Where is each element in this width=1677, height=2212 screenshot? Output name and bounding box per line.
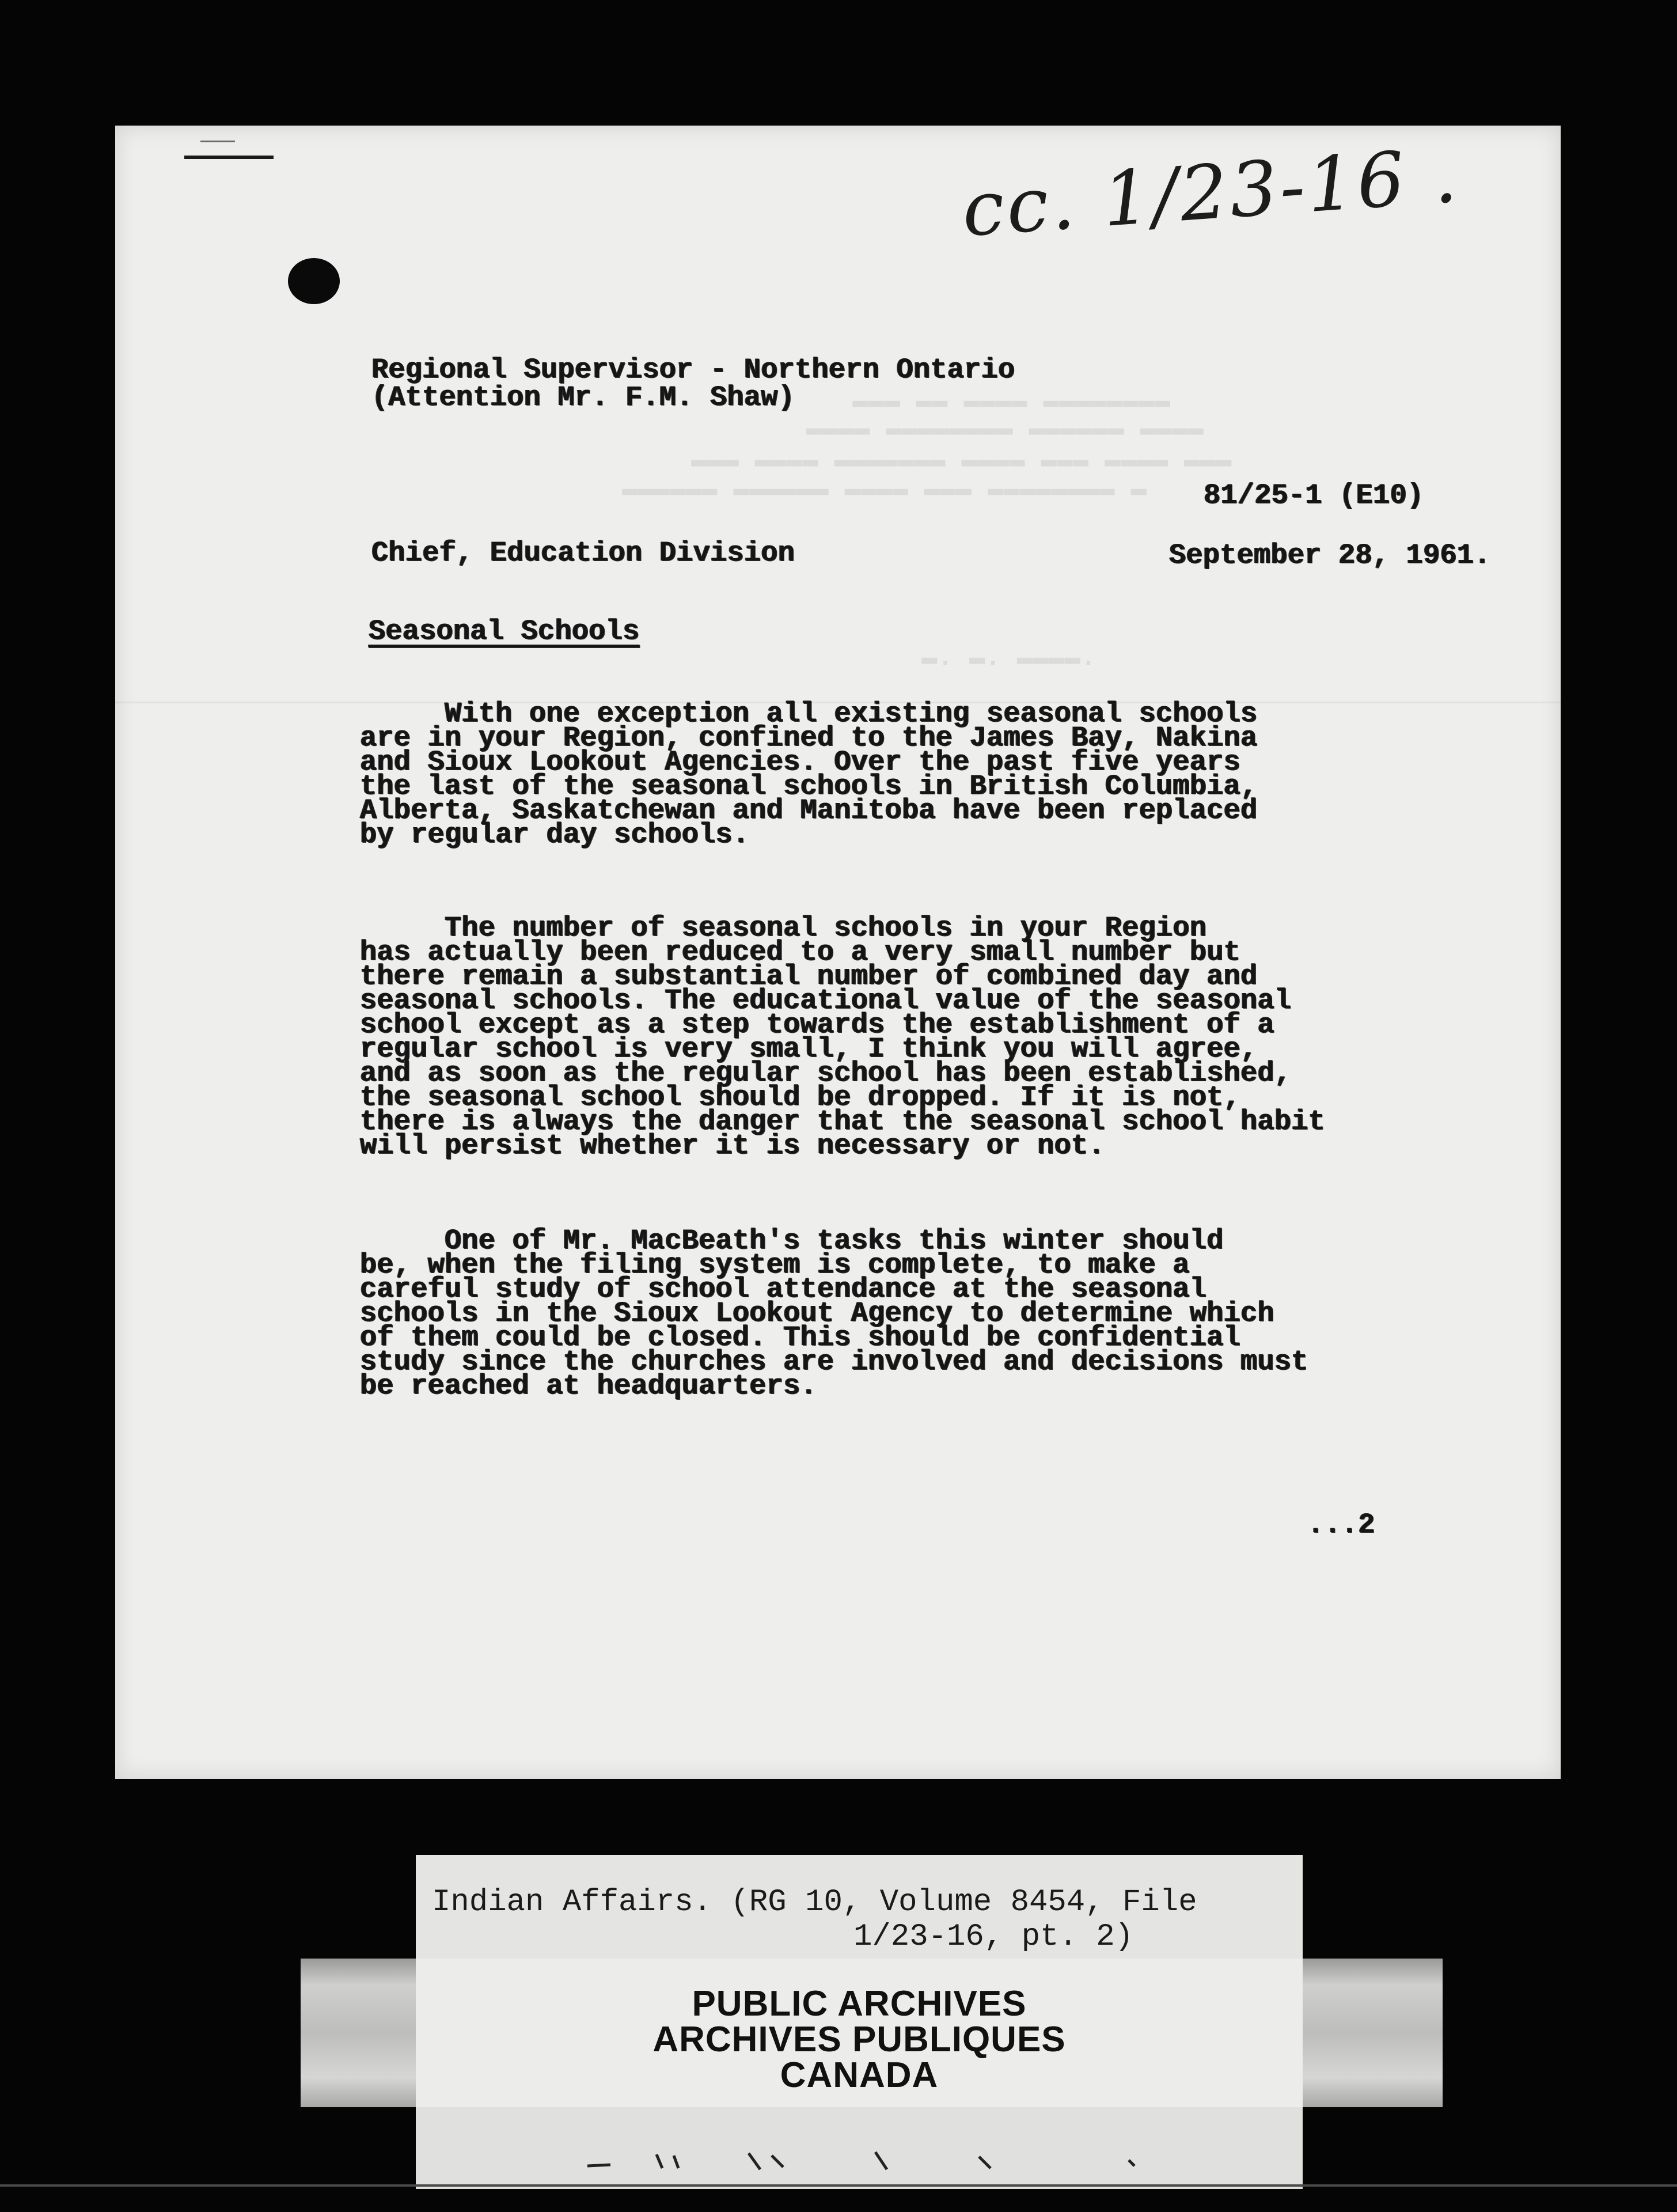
archive-reference-line-1: Indian Affairs. (RG 10, Volume 8454, File bbox=[432, 1885, 1197, 1920]
paragraph-1-line: are in your Region, confined to the James Bay, Nakina bbox=[360, 722, 1258, 754]
memo-page bbox=[115, 126, 1561, 1779]
film-frame-edge bbox=[0, 2184, 1677, 2187]
bottom-scribble-marks bbox=[576, 2149, 1140, 2172]
memo-date: September 28, 1961. bbox=[1169, 539, 1491, 571]
archive-reference-line-2: 1/23-16, pt. 2) bbox=[853, 1919, 1134, 1955]
paragraph-3-line: careful study of school attendance at the seasonal bbox=[360, 1273, 1207, 1305]
paragraph-2-line: has actually been reduced to a very small number but bbox=[360, 936, 1241, 968]
paragraph-1-line: Alberta, Saskatchewan and Manitoba have been replaced bbox=[360, 794, 1258, 827]
paragraph-1-line: the last of the seasonal schools in British Columbia, bbox=[360, 770, 1258, 802]
paragraph-2-line: regular school is very small, I think you will agree, bbox=[360, 1033, 1258, 1065]
bleed-through-4: ▬▬▬▬▬▬ ▬▬▬▬▬▬ ▬▬▬▬ ▬▬▬ ▬▬▬▬▬▬▬▬ ▬ bbox=[622, 474, 1147, 504]
paragraph-3-line: schools in the Sioux Lookout Agency to determine which bbox=[360, 1297, 1274, 1330]
memo-subject: Seasonal Schools bbox=[369, 615, 640, 647]
paragraph-1-line: by regular day schools. bbox=[360, 819, 750, 851]
archive-stamp-line-1: PUBLIC ARCHIVES bbox=[692, 1984, 1027, 2024]
recipient-line-1: Regional Supervisor - Northern Ontario bbox=[371, 354, 1015, 386]
paragraph-3-line: One of Mr. MacBeath's tasks this winter should bbox=[360, 1225, 1224, 1257]
bleed-through-5: ▬. ▬. ▬▬▬▬. bbox=[921, 643, 1096, 673]
paragraph-2-line: there remain a substantial number of combined day and bbox=[360, 960, 1258, 993]
file-number: 81/25-1 (E10) bbox=[1204, 479, 1424, 512]
bleed-through-3: ▬▬▬ ▬▬▬▬ ▬▬▬▬▬▬▬ ▬▬▬▬ ▬▬▬ ▬▬▬▬ ▬▬▬ bbox=[691, 445, 1232, 475]
paragraph-1-line: With one exception all existing seasonal schools bbox=[360, 698, 1258, 730]
handwritten-file-note: cc. 1/23-16 . bbox=[959, 131, 1462, 253]
paragraph-3 bbox=[360, 1225, 1308, 1402]
paragraph-3-line: of them could be closed. This should be confidential bbox=[360, 1321, 1241, 1354]
bleed-through-1: ▬▬▬ ▬▬ ▬▬▬▬ ▬▬▬▬▬▬▬▬ bbox=[852, 386, 1171, 416]
continuation-marker: ...2 bbox=[1307, 1509, 1375, 1541]
paragraph-2-line: will persist whether it is necessary or not. bbox=[360, 1130, 1105, 1162]
margin-mark bbox=[184, 156, 274, 159]
punch-hole bbox=[288, 258, 340, 304]
paragraph-1-line: and Sioux Lookout Agencies. Over the past five years bbox=[360, 746, 1241, 778]
margin-mark-small bbox=[200, 141, 235, 142]
paragraph-2-line: there is always the danger that the seasonal school habit bbox=[360, 1105, 1326, 1138]
recipient-line-2: (Attention Mr. F.M. Shaw) bbox=[371, 381, 795, 414]
paragraph-2-line: The number of seasonal schools in your Region bbox=[360, 912, 1207, 944]
archive-stamp-line-2: ARCHIVES PUBLIQUES bbox=[652, 2020, 1066, 2059]
archive-reference-slip bbox=[416, 1855, 1303, 1960]
paragraph-2-line: seasonal schools. The educational value of the seasonal bbox=[360, 984, 1292, 1017]
paragraph-1 bbox=[360, 698, 1258, 851]
paragraph-3-line: be reached at headquarters. bbox=[360, 1370, 817, 1402]
archive-stamp-line-3: CANADA bbox=[780, 2055, 939, 2095]
paragraph-3-line: study since the churches are involved and decisions must bbox=[360, 1346, 1308, 1378]
paragraph-2-line: and as soon as the regular school has been established, bbox=[360, 1057, 1292, 1089]
paragraph-3-line: be, when the filing system is complete, to make a bbox=[360, 1249, 1190, 1281]
paragraph-2 bbox=[360, 912, 1326, 1162]
bleed-through-2: ▬▬▬▬ ▬▬▬▬▬▬▬▬ ▬▬▬▬▬▬ ▬▬▬▬ bbox=[806, 414, 1204, 444]
sender: Chief, Education Division bbox=[371, 537, 795, 569]
paragraph-2-line: the seasonal school should be dropped. If it is not, bbox=[360, 1081, 1241, 1113]
paragraph-2-line: school except as a step towards the establishment of a bbox=[360, 1009, 1274, 1041]
